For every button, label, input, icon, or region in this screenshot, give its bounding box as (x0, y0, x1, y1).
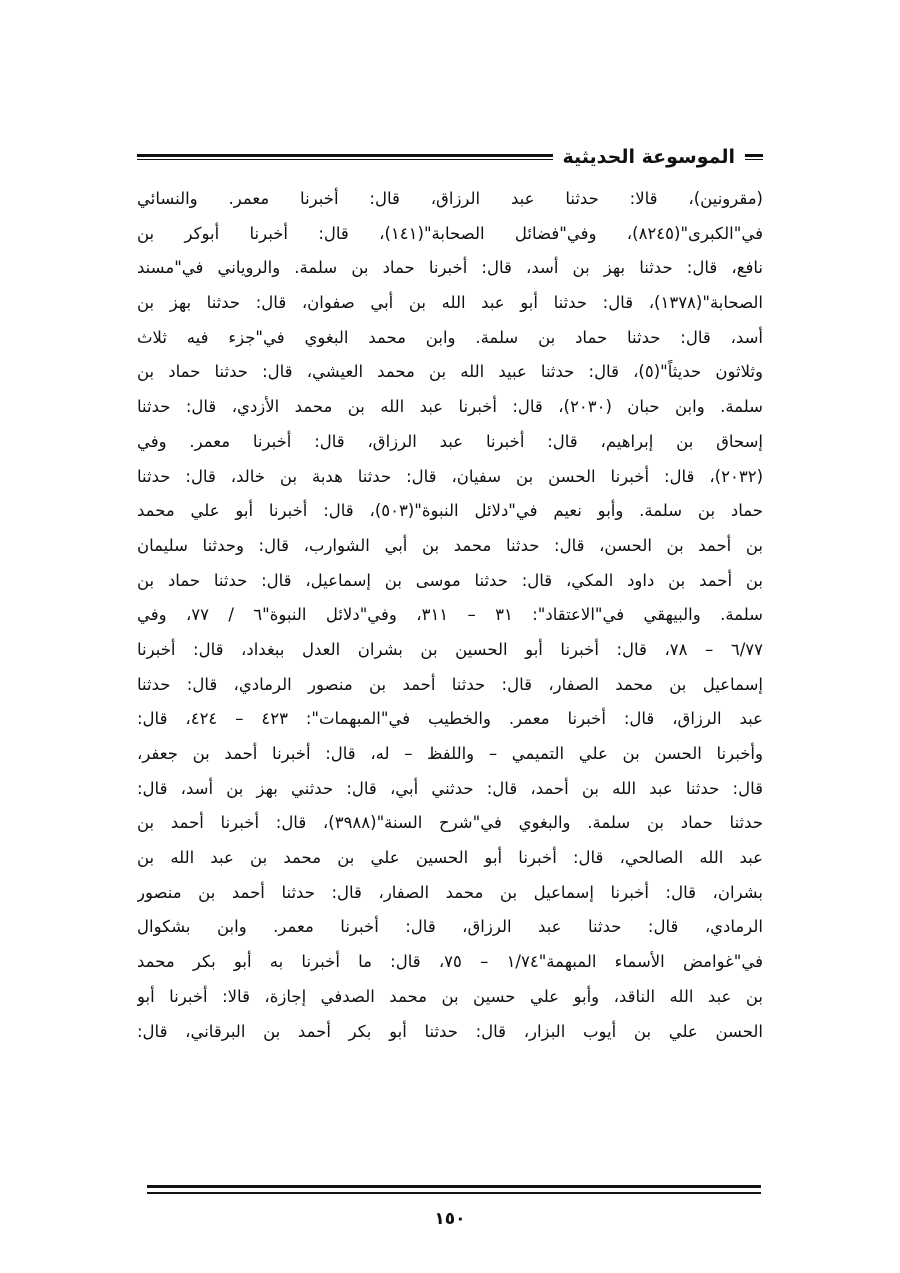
header-rule-left (137, 154, 553, 160)
text-line: الحسن علي بن أيوب البزار، قال: حدثنا أبو بكر أحمد بن البرقاني، قال: (137, 1021, 763, 1041)
text-line: الصحابة"(١٣٧٨)، قال: حدثنا أبو عبد الله بن أبي صفوان، قال: حدثنا بهز بن (137, 293, 763, 313)
footer-rule (147, 1185, 761, 1194)
text-line: قال: حدثنا عبد الله بن أحمد، قال: حدثني أبي، قال: حدثني بهز بن أسد، قال: (137, 778, 763, 798)
text-line: حماد بن سلمة. وأبو نعيم في"دلائل النبوة"(٥٠٣)، قال: أخبرنا أبو علي محمد (137, 501, 763, 521)
body-text (137, 182, 763, 1049)
running-header (137, 140, 763, 174)
text-line: إسحاق بن إبراهيم، قال: أخبرنا عبد الرزاق، قال: أخبرنا معمر. وفي (137, 431, 763, 451)
text-line: سلمة. والبيهقي في"الاعتقاد": ٣١ – ٣١١، وفي"دلائل النبوة"٦ / ٧٧، وفي (137, 605, 763, 625)
header-title: الموسوعة الحديثية (562, 146, 735, 168)
text-line: أسد، قال: حدثنا حماد بن سلمة. وابن محمد البغوي في"جزء فيه ثلاث (137, 327, 763, 347)
text-line: وأخبرنا الحسن بن علي التميمي – واللفظ – له، قال: أخبرنا أحمد بن جعفر، (137, 744, 763, 763)
text-line: بن أحمد بن الحسن، قال: حدثنا محمد بن أبي الشوارب، قال: وحدثنا سليمان (137, 535, 763, 555)
page-number: ١٥٠ (434, 1209, 466, 1229)
text-line: بن أحمد بن داود المكي، قال: حدثنا موسى بن إسماعيل، قال: حدثنا حماد بن (137, 570, 763, 590)
text-line: سلمة. وابن حبان (٢٠٣٠)، قال: أخبرنا عبد الله بن محمد الأزدي، قال: حدثنا (137, 397, 763, 417)
text-line: وثلاثون حديثاً"(٥)، قال: حدثنا عبيد الله بن محمد العيشي، قال: حدثنا حماد بن (137, 362, 763, 382)
text-line: بشران، قال: أخبرنا إسماعيل بن محمد الصفار، قال: حدثنا أحمد بن منصور (137, 882, 763, 902)
header-rule-right (745, 154, 763, 160)
text-line: ٦/٧٧ – ٧٨، قال: أخبرنا أبو الحسين بن بشران العدل ببغداد، قال: أخبرنا (137, 639, 763, 659)
text-line: حدثنا حماد بن سلمة. والبغوي في"شرح السنة"(٣٩٨٨)، قال: أخبرنا أحمد بن (137, 813, 763, 833)
text-line: الرمادي، قال: حدثنا عبد الرزاق، قال: أخبرنا معمر. وابن بشكوال (137, 917, 763, 937)
text-line: في"الكبرى"(٨٢٤٥)، وفي"فضائل الصحابة"(١٤١)، قال: أخبرنا أبوكر بن (137, 223, 763, 243)
text-line: (مقرونين)، قالا: حدثنا عبد الرزاق، قال: أخبرنا معمر. والنسائي (137, 189, 763, 208)
text-line: في"غوامض الأسماء المبهمة"١/٧٤ – ٧٥، قال: ما أخبرنا به أبو بكر محمد (137, 952, 763, 972)
text-line: بن عبد الله الناقد، وأبو علي حسين بن محمد الصدفي إجازة، قالا: أخبرنا أبو (137, 986, 763, 1006)
text-line: نافع، قال: حدثنا بهز بن أسد، قال: أخبرنا حماد بن سلمة. والروياني في"مسند (137, 258, 763, 278)
text-line: عبد الله الصالحي، قال: أخبرنا أبو الحسين علي بن محمد بن عبد الله بن (137, 848, 763, 868)
text-line: عبد الرزاق، قال: أخبرنا معمر. والخطيب في"المبهمات": ٤٢٣ – ٤٢٤، قال: (137, 709, 763, 729)
text-line: (٢٠٣٢)، قال: أخبرنا الحسن بن سفيان، قال: حدثنا هدبة بن خالد، قال: حدثنا (137, 466, 763, 486)
text-line: إسماعيل بن محمد الصفار، قال: حدثنا أحمد بن منصور الرمادي، قال: حدثنا (137, 674, 763, 694)
